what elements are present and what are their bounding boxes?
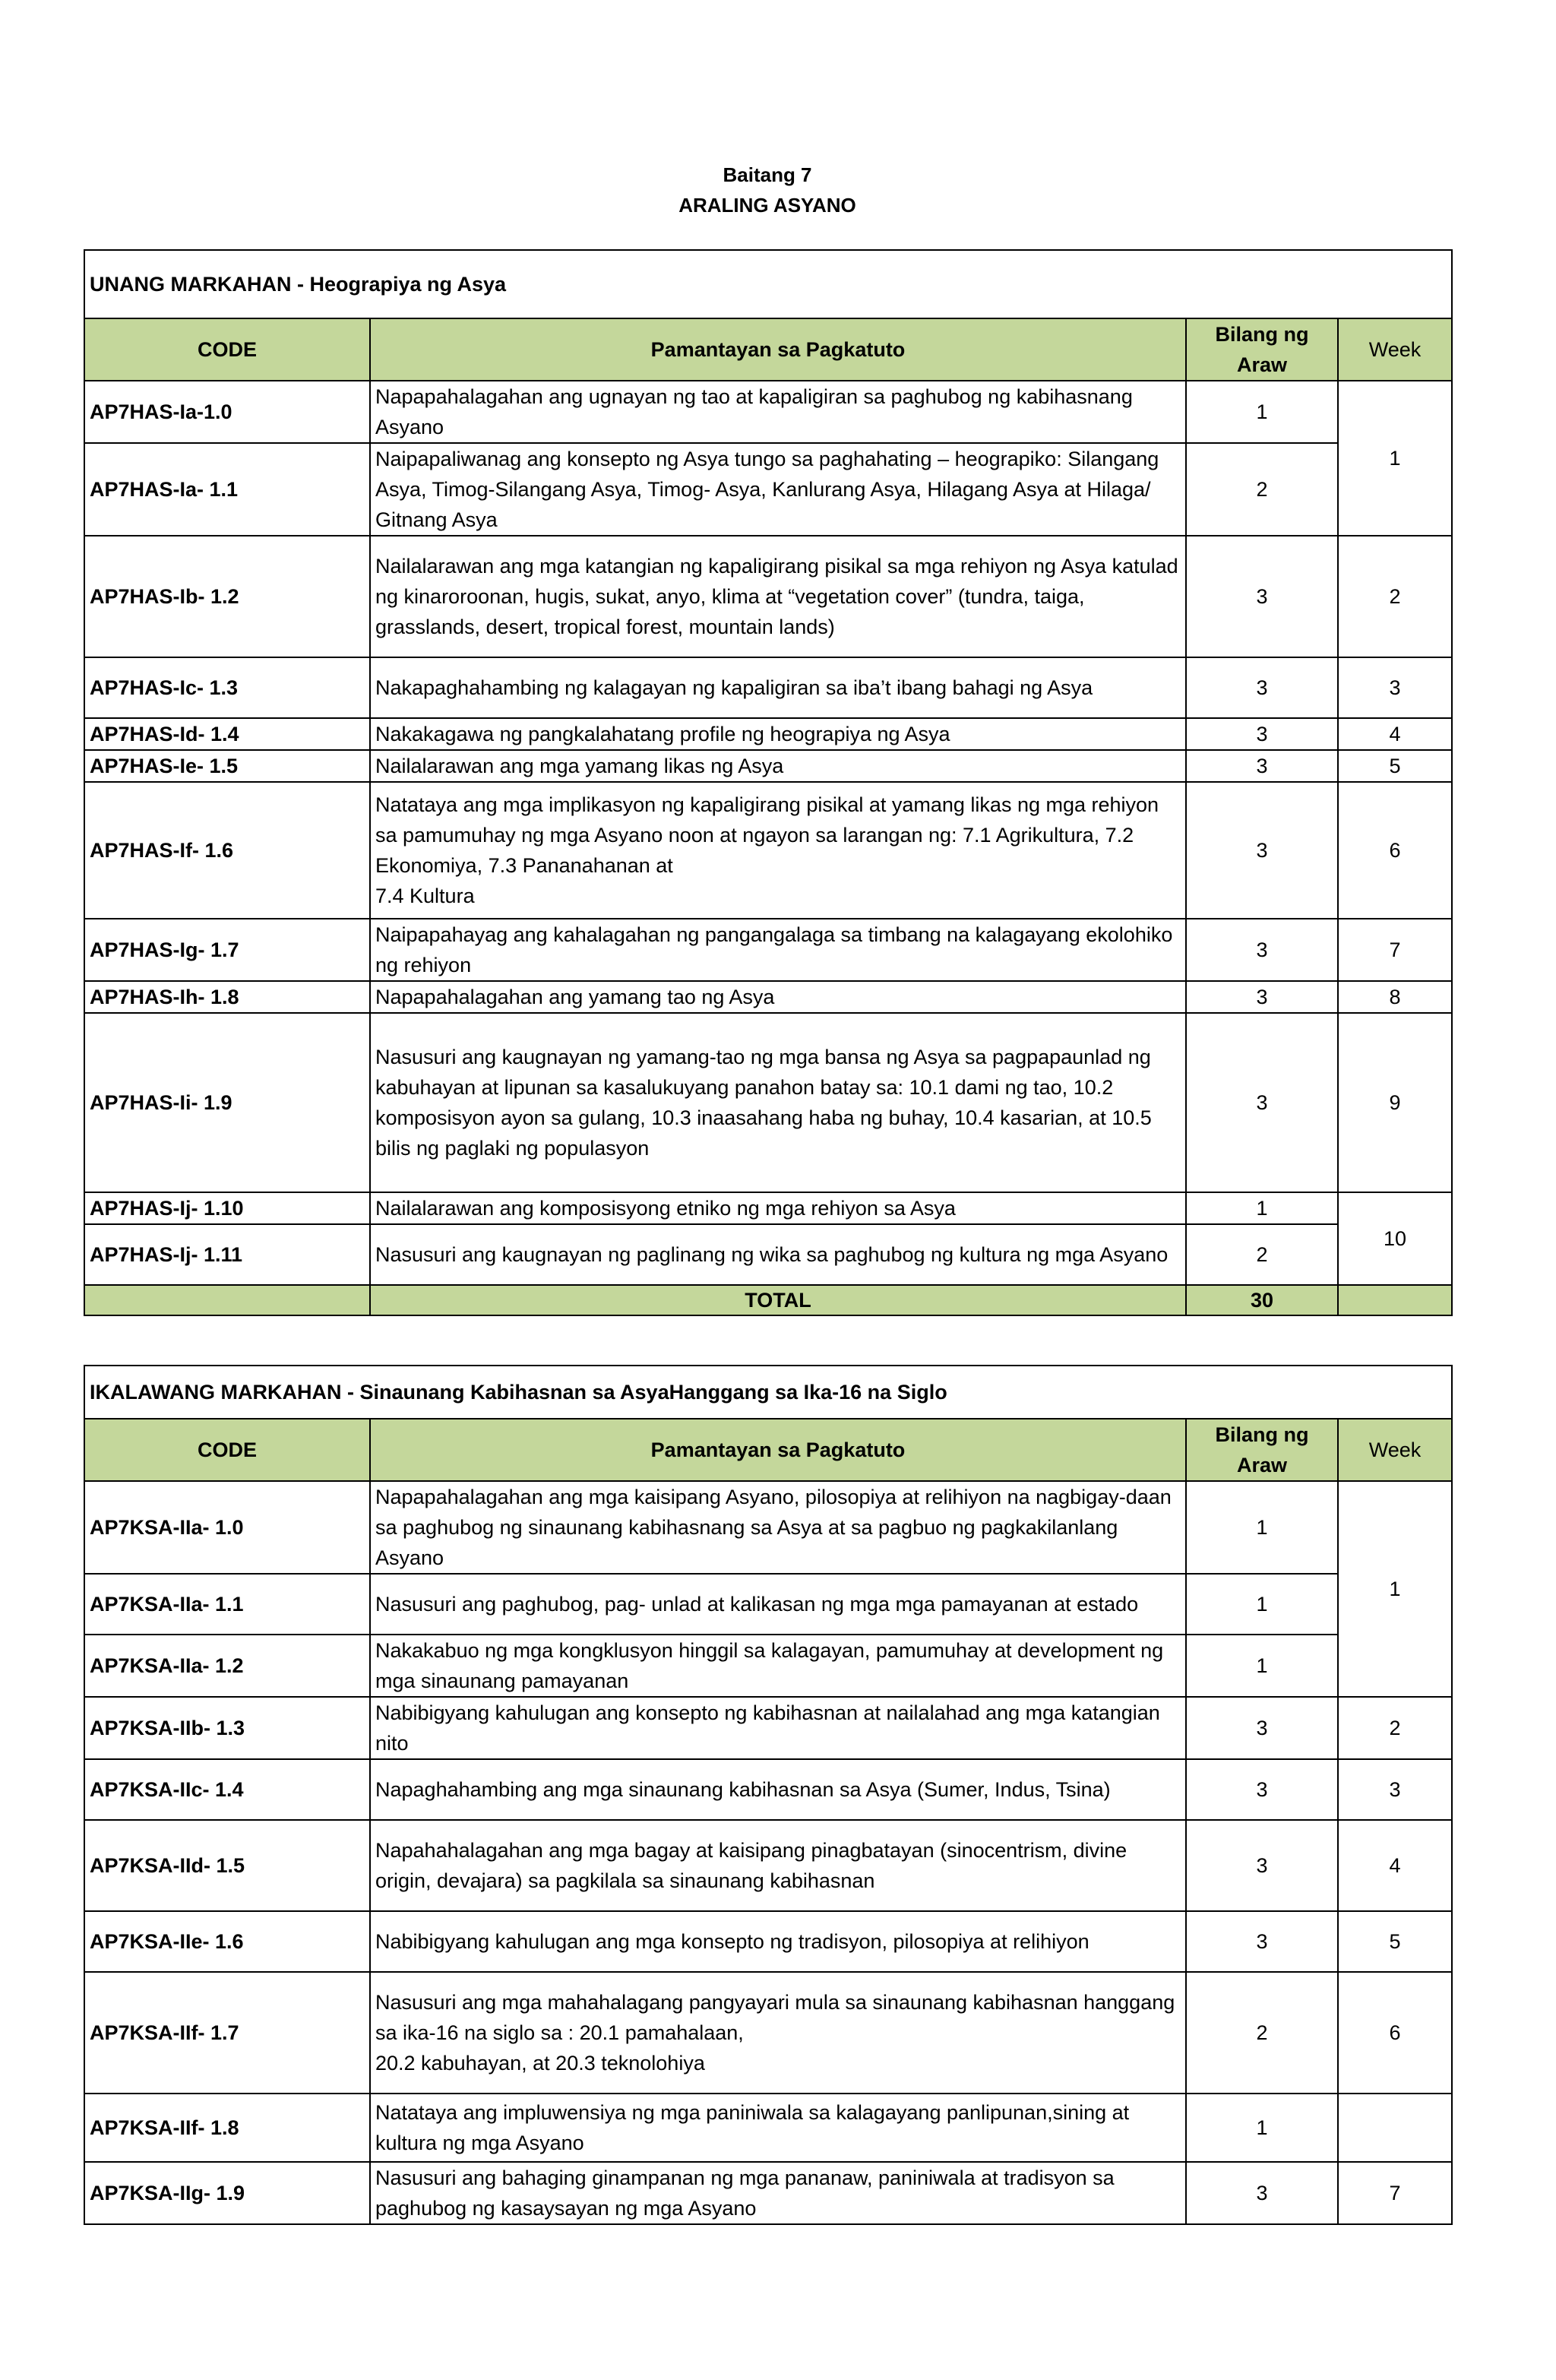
- table-row: [84, 750, 1452, 782]
- competency-cell: Napaghahambing ang mga sinaunang kabihasnan sa Asya (Sumer, Indus, Tsina): [370, 1759, 1186, 1820]
- table-row: [84, 2094, 1452, 2162]
- code-cell: AP7KSA-IIe- 1.6: [84, 1911, 370, 1972]
- week-cell: 1: [1338, 381, 1452, 536]
- week-cell: 5: [1338, 750, 1452, 782]
- total-spacer-cell: [84, 1285, 370, 1315]
- days-cell: 3: [1186, 1759, 1338, 1820]
- days-cell: 1: [1186, 381, 1338, 443]
- competency-column-header: Pamantayan sa Pagkatuto: [370, 1419, 1186, 1481]
- days-cell: 3: [1186, 1911, 1338, 1972]
- competency-cell: Nabibigyang kahulugan ang mga konsepto ng tradisyon, pilosopiya at relihiyon: [370, 1911, 1186, 1972]
- week-cell-empty: [1338, 2094, 1452, 2162]
- code-cell: AP7HAS-Ia-1.0: [84, 381, 370, 443]
- code-cell: AP7KSA-IIg- 1.9: [84, 2162, 370, 2224]
- days-cell: 1: [1186, 1192, 1338, 1224]
- week-cell: 10: [1338, 1192, 1452, 1285]
- subject-title: ARALING ASYANO: [678, 194, 856, 217]
- week-cell: 1: [1338, 1481, 1452, 1697]
- quarter2-table: [84, 1365, 1453, 2225]
- competency-cell: Nakakabuo ng mga kongklusyon hinggil sa kalagayan, pamumuhay at development ng mga sinaunang pamayanan: [370, 1635, 1186, 1697]
- days-cell: 3: [1186, 536, 1338, 657]
- table-row: [84, 1192, 1452, 1224]
- table-row: [84, 1911, 1452, 1972]
- week-cell: 6: [1338, 782, 1452, 919]
- competency-cell: Nabibigyang kahulugan ang konsepto ng kabihasnan at nailalahad ang mga katangian nito: [370, 1697, 1186, 1759]
- days-cell: 3: [1186, 718, 1338, 750]
- table-row: [84, 1972, 1452, 2094]
- week-cell: 4: [1338, 1820, 1452, 1911]
- table-row: [84, 981, 1452, 1013]
- code-cell: AP7KSA-IIa- 1.0: [84, 1481, 370, 1574]
- days-cell: 3: [1186, 1013, 1338, 1192]
- days-cell: 3: [1186, 750, 1338, 782]
- competency-cell: Nasusuri ang kaugnayan ng paglinang ng wika sa paghubog ng kultura ng mga Asyano: [370, 1224, 1186, 1285]
- code-cell: AP7KSA-IIa- 1.2: [84, 1635, 370, 1697]
- code-cell: AP7KSA-IIf- 1.7: [84, 1972, 370, 2094]
- week-cell: 4: [1338, 718, 1452, 750]
- week-column-header: Week: [1338, 318, 1452, 381]
- competency-cell: Napahahalagahan ang mga bagay at kaisipang pinagbatayan (sinocentrism, divine origin, devajara) sa pagkilala sa sinaunang kabihasnan: [370, 1820, 1186, 1911]
- code-cell: AP7HAS-Id- 1.4: [84, 718, 370, 750]
- days-cell: 3: [1186, 1697, 1338, 1759]
- days-cell: 1: [1186, 2094, 1338, 2162]
- days-cell: 3: [1186, 981, 1338, 1013]
- code-cell: AP7HAS-Ie- 1.5: [84, 750, 370, 782]
- table-row: [84, 1013, 1452, 1192]
- table-row: [84, 1224, 1452, 1285]
- days-cell: 3: [1186, 657, 1338, 718]
- table-row: [84, 381, 1452, 443]
- total-label: TOTAL: [370, 1285, 1186, 1315]
- total-days: 30: [1186, 1285, 1338, 1315]
- days-cell: 3: [1186, 2162, 1338, 2224]
- total-row: [84, 1285, 1452, 1315]
- code-cell: AP7HAS-Ib- 1.2: [84, 536, 370, 657]
- days-cell: 3: [1186, 1820, 1338, 1911]
- competency-column-header: Pamantayan sa Pagkatuto: [370, 318, 1186, 381]
- competency-cell: Nasusuri ang mga mahahalagang pangyayari mula sa sinaunang kabihasnan hanggang sa ika-16 na siglo sa : 20.1 pamahalaan, 20.2 kabuhayan, at 20.3 teknolohiya: [370, 1972, 1186, 2094]
- code-cell: AP7HAS-Ia- 1.1: [84, 443, 370, 536]
- week-cell: 3: [1338, 657, 1452, 718]
- days-cell: 3: [1186, 782, 1338, 919]
- table-row: [84, 1635, 1452, 1697]
- week-column-header: Week: [1338, 1419, 1452, 1481]
- week-cell: 2: [1338, 536, 1452, 657]
- code-cell: AP7KSA-IIc- 1.4: [84, 1759, 370, 1820]
- week-cell: 2: [1338, 1697, 1452, 1759]
- competency-cell: Natataya ang mga implikasyon ng kapaligirang pisikal at yamang likas ng mga rehiyon sa pamumuhay ng mga Asyano noon at ngayon sa larangan ng: 7.1 Agrikultura, 7.2 Ekonomiya, 7.3 Pananahanan at 7.4 Kultura: [370, 782, 1186, 919]
- table-row: [84, 657, 1452, 718]
- code-cell: AP7KSA-IIb- 1.3: [84, 1697, 370, 1759]
- week-cell: 8: [1338, 981, 1452, 1013]
- competency-cell: Nakakagawa ng pangkalahatang profile ng heograpiya ng Asya: [370, 718, 1186, 750]
- week-cell: 3: [1338, 1759, 1452, 1820]
- table-row: [84, 718, 1452, 750]
- table-row: [84, 782, 1452, 919]
- code-column-header: CODE: [84, 1419, 370, 1481]
- code-cell: AP7HAS-Ih- 1.8: [84, 981, 370, 1013]
- table-row: [84, 536, 1452, 657]
- competency-cell: Nakapaghahambing ng kalagayan ng kapaligiran sa iba’t ibang bahagi ng Asya: [370, 657, 1186, 718]
- quarter1-title: UNANG MARKAHAN - Heograpiya ng Asya: [84, 250, 1452, 318]
- table-row: [84, 443, 1452, 536]
- code-cell: AP7KSA-IIf- 1.8: [84, 2094, 370, 2162]
- code-cell: AP7HAS-Ij- 1.10: [84, 1192, 370, 1224]
- competency-cell: Naipapaliwanag ang konsepto ng Asya tungo sa paghahating – heograpiko: Silangang Asya, Timog-Silangang Asya, Timog- Asya, Kanlurang Asya, Hilagang Asya at Hilaga/ Gitnang Asya: [370, 443, 1186, 536]
- table-row: [84, 1697, 1452, 1759]
- table-row: [84, 1759, 1452, 1820]
- table-row: [84, 1481, 1452, 1574]
- week-cell: 5: [1338, 1911, 1452, 1972]
- competency-cell: Napapahalagahan ang yamang tao ng Asya: [370, 981, 1186, 1013]
- code-cell: AP7KSA-IIa- 1.1: [84, 1574, 370, 1635]
- days-cell: 1: [1186, 1574, 1338, 1635]
- grade-title: Baitang 7: [723, 163, 812, 186]
- week-cell: 7: [1338, 2162, 1452, 2224]
- competency-cell: Nasusuri ang kaugnayan ng yamang-tao ng mga bansa ng Asya sa pagpapaunlad ng kabuhayan at lipunan sa kasalukuyang panahon batay sa: 10.1 dami ng tao, 10.2 komposisyon ayon sa gulang, 10.3 inaasahang haba ng buhay, 10.4 kasarian, at 10.5 bilis ng paglaki ng populasyon: [370, 1013, 1186, 1192]
- competency-cell: Nasusuri ang paghubog, pag- unlad at kalikasan ng mga mga pamayanan at estado: [370, 1574, 1186, 1635]
- week-cell: 6: [1338, 1972, 1452, 2094]
- table-row: [84, 1574, 1452, 1635]
- days-column-header: Bilang ng Araw: [1186, 318, 1338, 381]
- total-week-cell: [1338, 1285, 1452, 1315]
- days-cell: 1: [1186, 1635, 1338, 1697]
- days-cell: 1: [1186, 1481, 1338, 1574]
- week-cell: 9: [1338, 1013, 1452, 1192]
- days-column-header: Bilang ng Araw: [1186, 1419, 1338, 1481]
- quarter1-table: [84, 249, 1453, 1316]
- competency-cell: Nailalarawan ang mga katangian ng kapaligirang pisikal sa mga rehiyon ng Asya katulad ng kinaroroonan, hugis, sukat, anyo, klima at “vegetation cover” (tundra, taiga, grasslands, desert, tropical forest, mountain lands): [370, 536, 1186, 657]
- table-row: [84, 2162, 1452, 2224]
- code-cell: AP7HAS-Ic- 1.3: [84, 657, 370, 718]
- competency-cell: Nailalarawan ang mga yamang likas ng Asya: [370, 750, 1186, 782]
- code-cell: AP7HAS-Ig- 1.7: [84, 919, 370, 981]
- table-row: [84, 1820, 1452, 1911]
- quarter2-title: IKALAWANG MARKAHAN - Sinaunang Kabihasnan sa AsyaHanggang sa Ika-16 na Siglo: [84, 1366, 1452, 1419]
- document-header: [0, 160, 1535, 220]
- days-cell: 3: [1186, 919, 1338, 981]
- competency-cell: Nasusuri ang bahaging ginampanan ng mga pananaw, paniniwala at tradisyon sa paghubog ng kasaysayan ng mga Asyano: [370, 2162, 1186, 2224]
- competency-cell: Napapahalagahan ang ugnayan ng tao at kapaligiran sa paghubog ng kabihasnang Asyano: [370, 381, 1186, 443]
- code-cell: AP7HAS-Ii- 1.9: [84, 1013, 370, 1192]
- code-cell: AP7HAS-Ij- 1.11: [84, 1224, 370, 1285]
- code-column-header: CODE: [84, 318, 370, 381]
- code-cell: AP7HAS-If- 1.6: [84, 782, 370, 919]
- week-cell: 7: [1338, 919, 1452, 981]
- competency-cell: Napapahalagahan ang mga kaisipang Asyano, pilosopiya at relihiyon na nagbigay-daan sa paghubog ng sinaunang kabihasnang sa Asya at sa pagbuo ng pagkakilanlang Asyano: [370, 1481, 1186, 1574]
- competency-cell: Naipapahayag ang kahalagahan ng pangangalaga sa timbang na kalagayang ekolohiko ng rehiyon: [370, 919, 1186, 981]
- competency-cell: Nailalarawan ang komposisyong etniko ng mga rehiyon sa Asya: [370, 1192, 1186, 1224]
- days-cell: 2: [1186, 443, 1338, 536]
- code-cell: AP7KSA-IId- 1.5: [84, 1820, 370, 1911]
- days-cell: 2: [1186, 1972, 1338, 2094]
- days-cell: 2: [1186, 1224, 1338, 1285]
- table-row: [84, 919, 1452, 981]
- competency-cell: Natataya ang impluwensiya ng mga paniniwala sa kalagayang panlipunan,sining at kultura ng mga Asyano: [370, 2094, 1186, 2162]
